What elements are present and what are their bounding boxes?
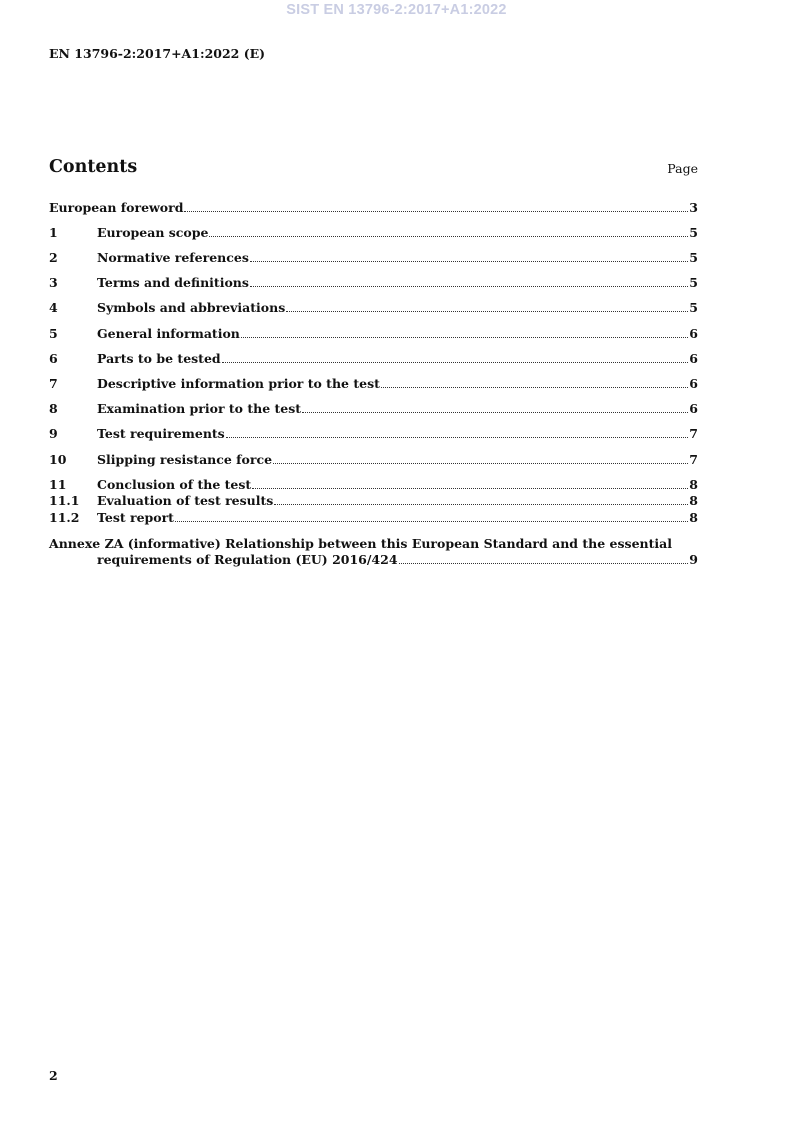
toc-entry-page: 8 xyxy=(689,477,698,492)
toc-leader xyxy=(381,386,688,388)
toc-entry-1[interactable] xyxy=(49,225,698,240)
toc-entry-number: 11 xyxy=(49,477,67,492)
toc-leader xyxy=(273,462,688,464)
toc-leader xyxy=(286,310,688,312)
toc-entry-title: Test requirements xyxy=(97,426,225,441)
toc-leader xyxy=(250,260,688,262)
toc-leader xyxy=(252,487,688,489)
page-column-label: Page xyxy=(667,161,698,176)
toc-entry-number: 9 xyxy=(49,426,58,441)
toc-entry-number: 5 xyxy=(49,326,58,341)
toc-entry-page: 6 xyxy=(689,351,698,366)
toc-entry-page: 6 xyxy=(689,376,698,391)
toc-annex-entry[interactable] xyxy=(97,552,698,567)
toc-leader xyxy=(175,520,688,522)
toc-entry-title: Terms and definitions xyxy=(97,275,249,290)
toc-entry-9[interactable] xyxy=(49,426,698,441)
toc-entry-title: Conclusion of the test xyxy=(97,477,252,492)
toc-leader xyxy=(274,503,688,505)
toc-entry-page: 5 xyxy=(689,225,698,240)
toc-leader xyxy=(184,210,688,212)
toc-leader xyxy=(209,235,688,237)
toc-entry-title: General information xyxy=(97,326,240,341)
toc-entry-11-2[interactable] xyxy=(49,510,698,525)
toc-entry-11[interactable] xyxy=(49,477,698,492)
toc-entry-number: 10 xyxy=(49,452,67,467)
toc-leader xyxy=(222,361,689,363)
toc-entry-title: Evaluation of test results xyxy=(97,493,274,508)
toc-entry-5[interactable] xyxy=(49,326,698,341)
toc-leader xyxy=(399,562,689,564)
toc-entry-page: 3 xyxy=(689,200,698,215)
toc-leader xyxy=(302,411,688,413)
toc-entry-page: 9 xyxy=(689,552,698,567)
toc-entry-title: European foreword xyxy=(49,200,184,215)
toc-entry-title: Symbols and abbreviations xyxy=(97,300,286,315)
toc-entry-number: 6 xyxy=(49,351,58,366)
toc-annex-title-line2: requirements of Regulation (EU) 2016/424 xyxy=(97,552,398,567)
toc-entry-page: 5 xyxy=(689,300,698,315)
toc-entry-number: 8 xyxy=(49,401,58,416)
toc-entry-number: 1 xyxy=(49,225,58,240)
toc-leader xyxy=(250,285,688,287)
toc-entry-page: 8 xyxy=(689,493,698,508)
toc-entry-2[interactable] xyxy=(49,250,698,265)
toc-entry-number: 2 xyxy=(49,250,58,265)
document-id: EN 13796-2:2017+A1:2022 (E) xyxy=(49,46,266,61)
toc-entry-title: Normative references xyxy=(97,250,249,265)
toc-entry-title: Parts to be tested xyxy=(97,351,221,366)
toc-entry-title: Slipping resistance force xyxy=(97,452,273,467)
footer-page-number: 2 xyxy=(49,1068,58,1083)
toc-entry-page: 6 xyxy=(689,401,698,416)
toc-leader xyxy=(241,336,688,338)
toc-entry-number: 11.2 xyxy=(49,510,80,525)
toc-entry-page: 6 xyxy=(689,326,698,341)
toc-entry-title: European scope xyxy=(97,225,209,240)
toc-entry-7[interactable] xyxy=(49,376,698,391)
toc-entry-3[interactable] xyxy=(49,275,698,290)
toc-entry-10[interactable] xyxy=(49,452,698,467)
toc-entry-page: 8 xyxy=(689,510,698,525)
toc-leader xyxy=(226,436,689,438)
toc-entry-4[interactable] xyxy=(49,300,698,315)
toc-annex-title-line1[interactable]: Annexe ZA (informative) Relationship between this European Standard and the essential xyxy=(49,536,672,551)
toc-entry-page: 5 xyxy=(689,275,698,290)
toc-entry-number: 11.1 xyxy=(49,493,80,508)
toc-entry-page: 7 xyxy=(689,452,698,467)
contents-heading: Contents xyxy=(49,157,138,177)
watermark: SIST EN 13796-2:2017+A1:2022 xyxy=(286,2,507,18)
toc-entry-title: Examination prior to the test xyxy=(97,401,302,416)
toc-entry-number: 7 xyxy=(49,376,58,391)
toc-entry-title: Test report xyxy=(97,510,174,525)
toc-entry-page: 7 xyxy=(689,426,698,441)
toc-entry-foreword[interactable] xyxy=(49,200,698,215)
toc-entry-6[interactable] xyxy=(49,351,698,366)
toc-entry-number: 4 xyxy=(49,300,58,315)
toc-entry-11-1[interactable] xyxy=(49,493,698,508)
toc-entry-page: 5 xyxy=(689,250,698,265)
toc-entry-title: Descriptive information prior to the test xyxy=(97,376,380,391)
toc-entry-number: 3 xyxy=(49,275,58,290)
toc-entry-8[interactable] xyxy=(49,401,698,416)
